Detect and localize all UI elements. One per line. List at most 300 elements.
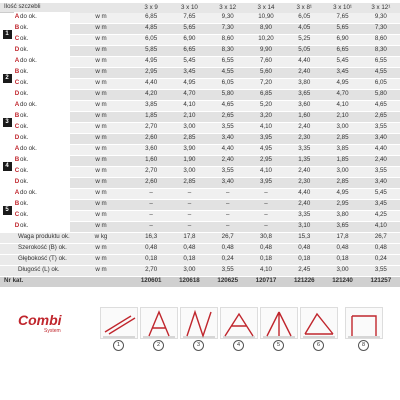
- row-unit: w m: [70, 67, 132, 78]
- table-cell: 2,95: [132, 67, 170, 78]
- section-number-badge: [0, 144, 14, 188]
- table-cell: 3,45: [362, 199, 400, 210]
- table-cell: 3,90: [170, 144, 208, 155]
- section-number: 3: [3, 118, 12, 127]
- row-unit: w m: [70, 34, 132, 45]
- table-cell: 17,8: [170, 232, 208, 243]
- table-row: [0, 45, 400, 56]
- usage-number: 6: [313, 340, 324, 351]
- table-cell: 6,55: [362, 56, 400, 67]
- brand-logo-sub: System: [44, 328, 61, 334]
- table-row: [0, 188, 400, 199]
- table-cell: 3,65: [323, 221, 361, 232]
- catalog-label: Nr kat.: [0, 276, 132, 287]
- table-cell: 2,40: [209, 155, 247, 166]
- table-cell: 6,85: [247, 89, 285, 100]
- table-cell: –: [209, 199, 247, 210]
- table-cell: 7,20: [247, 78, 285, 89]
- table-cell: 2,85: [323, 177, 361, 188]
- table-cell: 10,20: [247, 34, 285, 45]
- table-cell: 4,65: [362, 100, 400, 111]
- usage-number: 8: [358, 340, 369, 351]
- misc-name: Głębokość (T) ok.: [14, 254, 70, 265]
- catalog-number: 120625: [209, 276, 247, 287]
- table-cell: 6,05: [362, 78, 400, 89]
- row-letter: B: [14, 199, 20, 210]
- table-row: [0, 13, 400, 24]
- misc-spacer: [0, 265, 14, 276]
- catalog-number: 121257: [362, 276, 400, 287]
- table-row: [0, 166, 400, 177]
- table-cell: 0,48: [285, 243, 323, 254]
- table-cell: 3,80: [285, 78, 323, 89]
- row-unit: w m: [70, 100, 132, 111]
- row-letter: A: [14, 56, 20, 67]
- col-header: 3 x 8¹: [285, 3, 323, 13]
- table-cell: –: [170, 221, 208, 232]
- row-unit: w m: [70, 122, 132, 133]
- table-cell: 8,60: [209, 34, 247, 45]
- table-cell: 6,65: [323, 45, 361, 56]
- column-title: Ilość szczebli: [0, 3, 70, 13]
- table-cell: 26,7: [362, 232, 400, 243]
- table-cell: 2,40: [285, 67, 323, 78]
- table-cell: 1,85: [323, 155, 361, 166]
- table-cell: 4,40: [285, 188, 323, 199]
- catalog-number: 121240: [323, 276, 361, 287]
- table-cell: 4,40: [132, 78, 170, 89]
- row-name: do ok.: [20, 13, 70, 24]
- section-number: 5: [3, 206, 12, 215]
- table-cell: 2,65: [209, 111, 247, 122]
- table-cell: –: [170, 210, 208, 221]
- table-cell: 0,24: [209, 254, 247, 265]
- table-cell: 5,45: [170, 56, 208, 67]
- table-cell: 3,20: [247, 111, 285, 122]
- table-cell: 8,30: [362, 45, 400, 56]
- table-cell: 4,95: [323, 188, 361, 199]
- row-letter: D: [14, 133, 20, 144]
- table-cell: 2,30: [285, 177, 323, 188]
- row-name: ok.: [20, 210, 70, 221]
- ladder-usage-illustration: [220, 307, 258, 339]
- catalog-number: 120618: [170, 276, 208, 287]
- table-cell: 3,55: [209, 166, 247, 177]
- row-unit: w m: [70, 133, 132, 144]
- table-cell: 17,8: [323, 232, 361, 243]
- row-letter: B: [14, 155, 20, 166]
- table-cell: 3,45: [170, 67, 208, 78]
- table-row: [0, 199, 400, 210]
- row-unit: w m: [70, 166, 132, 177]
- table-cell: 4,10: [247, 265, 285, 276]
- table-cell: 2,60: [132, 177, 170, 188]
- table-row: [0, 100, 400, 111]
- row-unit: w m: [70, 155, 132, 166]
- table-cell: 9,30: [209, 13, 247, 24]
- table-cell: 2,40: [285, 122, 323, 133]
- table-cell: 5,80: [362, 89, 400, 100]
- table-cell: 8,90: [247, 23, 285, 34]
- table-cell: 3,00: [170, 122, 208, 133]
- table-row: [0, 67, 400, 78]
- table-cell: 9,30: [362, 13, 400, 24]
- table-cell: –: [247, 199, 285, 210]
- table-cell: 3,85: [132, 100, 170, 111]
- table-cell: 4,95: [323, 78, 361, 89]
- table-cell: 3,35: [285, 210, 323, 221]
- table-cell: 2,40: [285, 166, 323, 177]
- table-cell: 3,00: [170, 166, 208, 177]
- table-cell: –: [247, 221, 285, 232]
- table-row: [0, 243, 400, 254]
- table-cell: 3,45: [323, 67, 361, 78]
- table-cell: 4,95: [247, 144, 285, 155]
- table-cell: 7,60: [247, 56, 285, 67]
- table-cell: 4,10: [170, 100, 208, 111]
- table-cell: 3,00: [170, 265, 208, 276]
- row-name: ok.: [20, 67, 70, 78]
- table-cell: 1,85: [132, 111, 170, 122]
- table-cell: 2,65: [362, 111, 400, 122]
- table-cell: 4,95: [170, 78, 208, 89]
- row-unit: w m: [70, 89, 132, 100]
- table-header-row: [0, 3, 400, 13]
- row-unit: w m: [70, 45, 132, 56]
- catalog-number: 120601: [132, 276, 170, 287]
- row-name: ok.: [20, 122, 70, 133]
- table-cell: –: [132, 188, 170, 199]
- misc-spacer: [0, 243, 14, 254]
- table-cell: 1,90: [170, 155, 208, 166]
- unit-header: [70, 3, 132, 13]
- table-cell: 3,95: [247, 177, 285, 188]
- table-cell: 15,3: [285, 232, 323, 243]
- table-cell: 0,48: [170, 243, 208, 254]
- table-cell: 7,30: [362, 23, 400, 34]
- col-header: 3 x 10: [170, 3, 208, 13]
- section-number-badge: [0, 100, 14, 144]
- table-row: [0, 155, 400, 166]
- row-name: ok.: [20, 111, 70, 122]
- table-cell: 3,85: [323, 144, 361, 155]
- spec-table-body: [0, 13, 400, 287]
- table-cell: 5,20: [247, 100, 285, 111]
- table-cell: 4,85: [132, 23, 170, 34]
- row-unit: w m: [70, 111, 132, 122]
- catalog-number: 120717: [247, 276, 285, 287]
- table-row: [0, 210, 400, 221]
- col-header: 3 x 14: [247, 3, 285, 13]
- table-cell: –: [209, 210, 247, 221]
- table-cell: 1,60: [132, 155, 170, 166]
- table-cell: 6,65: [170, 45, 208, 56]
- table-cell: 3,55: [209, 122, 247, 133]
- usage-number: 1: [113, 340, 124, 351]
- table-row: [0, 232, 400, 243]
- table-cell: 3,60: [285, 100, 323, 111]
- ladder-usage-illustration: [100, 307, 138, 339]
- table-cell: 4,25: [362, 210, 400, 221]
- section-number-badge: [0, 56, 14, 100]
- section-number-badge: [0, 188, 14, 232]
- table-cell: 3,40: [362, 177, 400, 188]
- table-cell: –: [209, 188, 247, 199]
- misc-unit: w m: [70, 254, 132, 265]
- table-cell: 0,18: [285, 254, 323, 265]
- table-cell: –: [209, 221, 247, 232]
- table-cell: 2,40: [362, 155, 400, 166]
- row-unit: w m: [70, 177, 132, 188]
- section-number-badge: [0, 13, 14, 57]
- table-cell: 0,18: [132, 254, 170, 265]
- table-cell: 2,70: [132, 265, 170, 276]
- table-cell: 3,55: [209, 265, 247, 276]
- table-cell: 4,10: [247, 166, 285, 177]
- row-letter: A: [14, 13, 20, 24]
- table-cell: 0,48: [209, 243, 247, 254]
- table-cell: 16,3: [132, 232, 170, 243]
- table-cell: 3,40: [209, 133, 247, 144]
- table-cell: 2,30: [285, 133, 323, 144]
- table-cell: 9,90: [247, 45, 285, 56]
- table-cell: 0,18: [170, 254, 208, 265]
- row-letter: A: [14, 100, 20, 111]
- table-cell: 3,55: [362, 166, 400, 177]
- row-letter: C: [14, 78, 20, 89]
- row-letter: A: [14, 144, 20, 155]
- row-unit: w m: [70, 221, 132, 232]
- ladder-icon: [181, 308, 217, 338]
- table-cell: 3,65: [285, 89, 323, 100]
- table-cell: 5,80: [209, 89, 247, 100]
- table-cell: 4,10: [323, 100, 361, 111]
- table-cell: –: [170, 199, 208, 210]
- table-cell: 7,65: [323, 13, 361, 24]
- table-cell: 0,24: [362, 254, 400, 265]
- table-row: [0, 34, 400, 45]
- row-name: do ok.: [20, 188, 70, 199]
- row-name: ok.: [20, 34, 70, 45]
- table-cell: 10,90: [247, 13, 285, 24]
- catalog-row: [0, 276, 400, 287]
- row-unit: w m: [70, 23, 132, 34]
- table-cell: 6,90: [170, 34, 208, 45]
- table-cell: 0,48: [247, 243, 285, 254]
- table-cell: 2,95: [247, 155, 285, 166]
- row-letter: A: [14, 188, 20, 199]
- table-cell: 6,05: [209, 78, 247, 89]
- table-cell: 2,40: [285, 199, 323, 210]
- row-letter: D: [14, 89, 20, 100]
- misc-unit: w m: [70, 265, 132, 276]
- table-cell: 5,05: [285, 45, 323, 56]
- misc-spacer: [0, 232, 14, 243]
- row-name: ok.: [20, 177, 70, 188]
- table-cell: 7,30: [209, 23, 247, 34]
- row-letter: C: [14, 210, 20, 221]
- table-cell: 30,8: [247, 232, 285, 243]
- table-row: [0, 265, 400, 276]
- row-name: ok.: [20, 221, 70, 232]
- table-cell: 0,48: [132, 243, 170, 254]
- ladder-icon: [301, 308, 337, 338]
- row-letter: D: [14, 177, 20, 188]
- row-letter: C: [14, 166, 20, 177]
- table-cell: 4,55: [362, 67, 400, 78]
- table-cell: 0,18: [323, 254, 361, 265]
- table-cell: 5,85: [132, 45, 170, 56]
- table-cell: 4,70: [323, 89, 361, 100]
- table-row: [0, 177, 400, 188]
- table-cell: 6,55: [209, 56, 247, 67]
- row-letter: C: [14, 34, 20, 45]
- row-name: do ok.: [20, 56, 70, 67]
- table-row: [0, 221, 400, 232]
- row-name: ok.: [20, 89, 70, 100]
- col-header: 3 x 10¹: [323, 3, 361, 13]
- ladder-icon: [261, 308, 297, 338]
- table-cell: 2,95: [323, 199, 361, 210]
- table-cell: 4,10: [362, 221, 400, 232]
- row-unit: w m: [70, 210, 132, 221]
- table-cell: 7,65: [170, 13, 208, 24]
- table-cell: 4,40: [209, 144, 247, 155]
- row-unit: w m: [70, 13, 132, 24]
- ladder-usage-illustration: [180, 307, 218, 339]
- row-unit: w m: [70, 56, 132, 67]
- table-cell: 5,65: [323, 23, 361, 34]
- misc-unit: w kg: [70, 232, 132, 243]
- table-cell: 4,10: [247, 122, 285, 133]
- ladder-icon: [221, 308, 257, 338]
- misc-name: Waga produktu ok.: [14, 232, 70, 243]
- table-cell: 2,85: [170, 177, 208, 188]
- table-cell: 2,85: [323, 133, 361, 144]
- table-cell: 4,40: [362, 144, 400, 155]
- table-cell: 5,45: [362, 188, 400, 199]
- ladder-icon: [346, 308, 382, 338]
- table-cell: 3,80: [323, 210, 361, 221]
- misc-name: Szerokość (B) ok.: [14, 243, 70, 254]
- table-cell: 6,90: [323, 34, 361, 45]
- table-cell: 2,85: [170, 133, 208, 144]
- row-name: do ok.: [20, 144, 70, 155]
- table-cell: –: [132, 199, 170, 210]
- table-cell: 4,65: [209, 100, 247, 111]
- table-cell: 6,05: [132, 34, 170, 45]
- misc-name: Długość (L) ok.: [14, 265, 70, 276]
- table-cell: 5,60: [247, 67, 285, 78]
- table-cell: 3,60: [132, 144, 170, 155]
- spec-table: [0, 3, 400, 287]
- table-cell: 1,35: [285, 155, 323, 166]
- row-name: ok.: [20, 78, 70, 89]
- ladder-usage-illustration: [140, 307, 178, 339]
- table-row: [0, 56, 400, 67]
- row-name: ok.: [20, 199, 70, 210]
- usage-number: 3: [193, 340, 204, 351]
- table-cell: 4,05: [285, 23, 323, 34]
- row-letter: B: [14, 23, 20, 34]
- table-cell: 1,60: [285, 111, 323, 122]
- table-cell: 4,40: [285, 56, 323, 67]
- col-header: 3 x 9: [132, 3, 170, 13]
- row-name: ok.: [20, 166, 70, 177]
- row-unit: w m: [70, 144, 132, 155]
- row-unit: w m: [70, 188, 132, 199]
- table-cell: 3,55: [362, 265, 400, 276]
- misc-unit: w m: [70, 243, 132, 254]
- table-cell: 3,00: [323, 265, 361, 276]
- row-name: ok.: [20, 155, 70, 166]
- ladder-usage-illustration: [345, 307, 383, 339]
- table-cell: 2,70: [132, 122, 170, 133]
- table-cell: 3,00: [323, 166, 361, 177]
- row-name: ok.: [20, 45, 70, 56]
- table-cell: 4,95: [132, 56, 170, 67]
- usage-number: 5: [273, 340, 284, 351]
- row-name: ok.: [20, 23, 70, 34]
- table-cell: 2,10: [170, 111, 208, 122]
- table-cell: 0,48: [323, 243, 361, 254]
- section-number: 4: [3, 162, 12, 171]
- table-cell: 8,60: [362, 34, 400, 45]
- table-cell: 0,48: [362, 243, 400, 254]
- misc-spacer: [0, 254, 14, 265]
- row-letter: B: [14, 67, 20, 78]
- section-number: 1: [3, 30, 12, 39]
- row-letter: D: [14, 45, 20, 56]
- table-cell: 3,40: [362, 133, 400, 144]
- row-unit: w m: [70, 199, 132, 210]
- table-row: [0, 111, 400, 122]
- table-cell: 4,55: [209, 67, 247, 78]
- table-row: [0, 144, 400, 155]
- table-cell: –: [247, 210, 285, 221]
- brand-logo: Combi: [18, 312, 62, 328]
- row-unit: w m: [70, 78, 132, 89]
- table-cell: 3,35: [285, 144, 323, 155]
- table-cell: 2,45: [285, 265, 323, 276]
- table-cell: 4,70: [170, 89, 208, 100]
- row-letter: D: [14, 221, 20, 232]
- table-row: [0, 122, 400, 133]
- section-number: 2: [3, 74, 12, 83]
- table-cell: 4,20: [132, 89, 170, 100]
- table-cell: 5,45: [323, 56, 361, 67]
- table-cell: –: [170, 188, 208, 199]
- table-cell: 6,85: [132, 13, 170, 24]
- table-cell: 6,05: [285, 13, 323, 24]
- table-cell: 5,25: [285, 34, 323, 45]
- col-header: 3 x 12: [209, 3, 247, 13]
- table-cell: 3,00: [323, 122, 361, 133]
- row-letter: C: [14, 122, 20, 133]
- ladder-icon: [101, 308, 137, 338]
- row-letter: B: [14, 111, 20, 122]
- usage-number: 4: [233, 340, 244, 351]
- table-cell: 2,10: [323, 111, 361, 122]
- catalog-number: 121226: [285, 276, 323, 287]
- table-cell: 3,55: [362, 122, 400, 133]
- table-cell: 8,30: [209, 45, 247, 56]
- table-row: [0, 78, 400, 89]
- table-row: [0, 23, 400, 34]
- table-cell: –: [132, 210, 170, 221]
- table-cell: 5,65: [170, 23, 208, 34]
- table-cell: 0,18: [247, 254, 285, 265]
